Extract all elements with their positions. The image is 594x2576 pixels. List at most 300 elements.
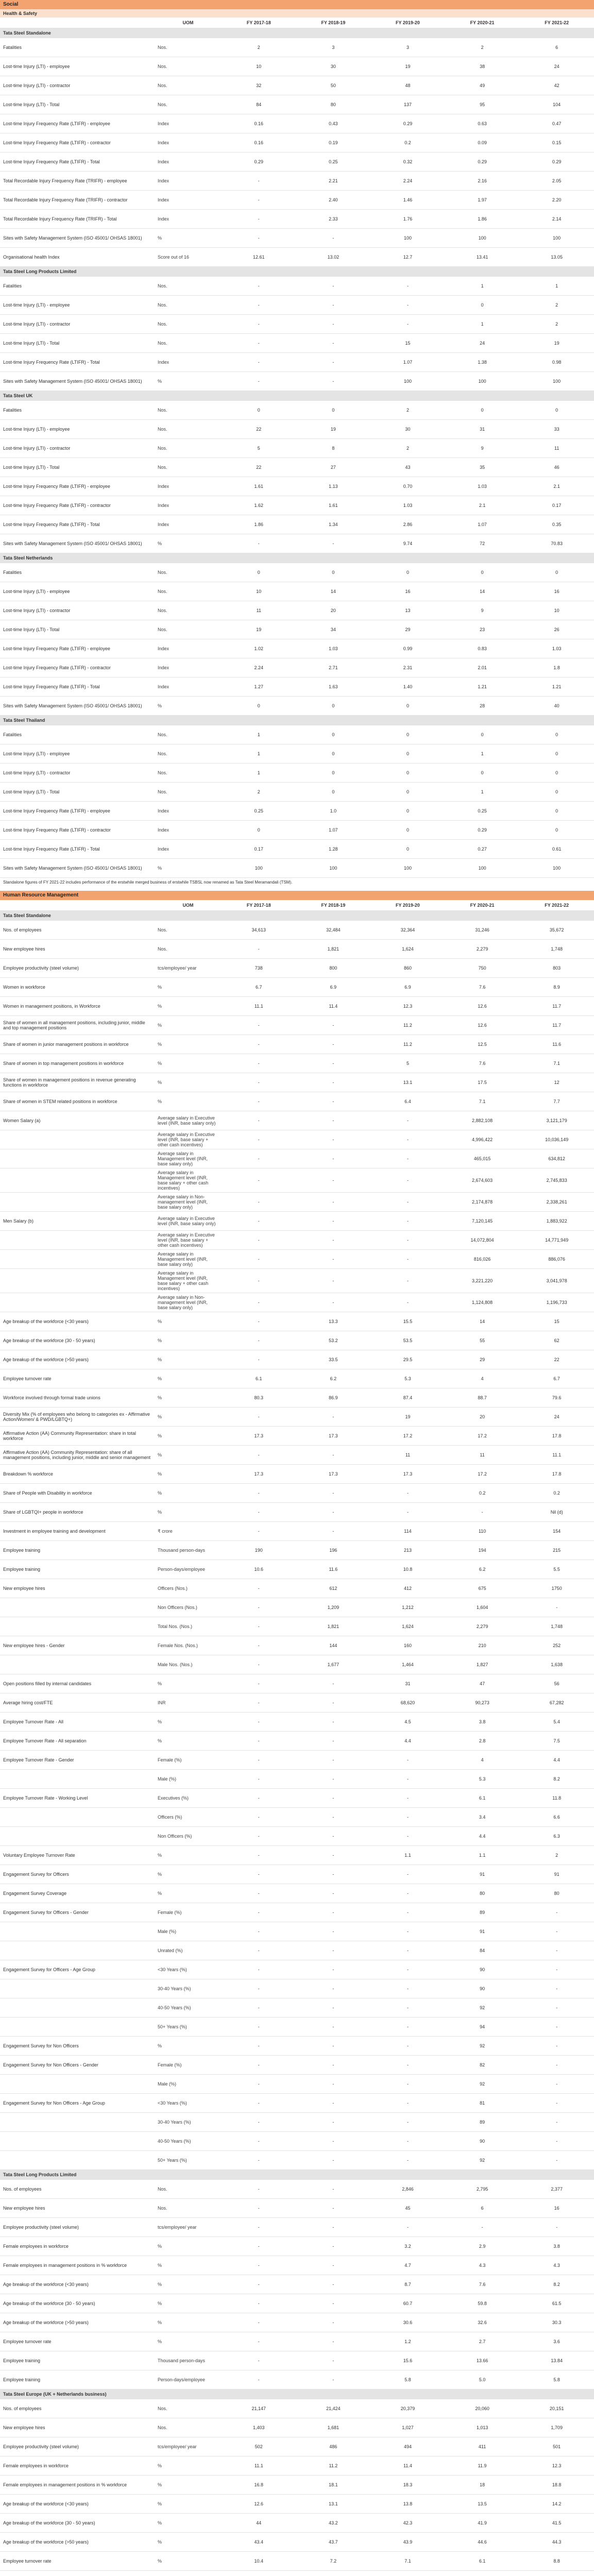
value-cell: 0.61 (519, 840, 594, 859)
metric-cell: Lost-time Injury Frequency Rate (LTIFR) - Total (0, 840, 155, 859)
metric-cell: Lost-time Injury (LTI) - contractor (0, 601, 155, 620)
table-row (0, 1655, 594, 1674)
table-row (0, 2075, 594, 2094)
value-cell: - (222, 1998, 296, 2018)
value-cell: 886,076 (519, 1250, 594, 1269)
metric-cell: Fatalities (0, 277, 155, 296)
value-cell: - (296, 1865, 371, 1884)
value-cell: - (445, 2218, 520, 2237)
unit-cell: Average salary in Management level (INR, base salary + other cash incentives) (155, 1168, 222, 1193)
value-cell: 6 (519, 38, 594, 57)
section-header (0, 28, 594, 38)
value-cell: 32 (222, 76, 296, 95)
metric-cell: Lost-time Injury Frequency Rate (LTIFR) - contractor (0, 821, 155, 840)
value-cell: - (296, 2132, 371, 2151)
metric-cell: Investment in employee training and development (0, 1522, 155, 1541)
metric-cell: Age breakup of the workforce (<30 years) (0, 2495, 155, 2514)
table-row (0, 315, 594, 334)
value-cell: - (296, 1054, 371, 1073)
value-cell: - (222, 1598, 296, 1617)
table-row (0, 1522, 594, 1541)
value-cell: 100 (519, 229, 594, 248)
table-row (0, 1484, 594, 1503)
value-cell: - (370, 277, 445, 296)
value-cell: 12.61 (222, 248, 296, 267)
table-row (0, 2037, 594, 2056)
metric-cell: Lost-time Injury (LTI) - Total (0, 620, 155, 639)
value-cell: 13.1 (296, 2495, 371, 2514)
unit-cell: % (155, 1465, 222, 1484)
value-cell: 11.6 (519, 1035, 594, 1054)
table-row (0, 38, 594, 57)
metric-cell: Female employees in workforce (0, 2456, 155, 2476)
value-cell: - (296, 2037, 371, 2056)
table-row (0, 1903, 594, 1922)
value-cell: 18.8 (519, 2476, 594, 2495)
header-unit: UOM (155, 18, 222, 28)
metric-cell: Lost-time Injury Frequency Rate (LTIFR) - contractor (0, 496, 155, 515)
metric-cell: Women in workforce (0, 978, 155, 997)
table-row (0, 764, 594, 783)
value-cell: - (370, 1998, 445, 2018)
table-row (0, 2275, 594, 2294)
value-cell: 5.3 (370, 1369, 445, 1388)
table-row (0, 1092, 594, 1111)
value-cell: 2.14 (519, 210, 594, 229)
value-cell: 17.2 (445, 1465, 520, 1484)
unit-cell: Nos. (155, 38, 222, 57)
table-row (0, 940, 594, 959)
value-cell: 9.74 (370, 534, 445, 553)
table-row (0, 1269, 594, 1293)
table-row (0, 1827, 594, 1846)
value-cell: 2.1 (445, 496, 520, 515)
value-cell: 1.97 (445, 191, 520, 210)
value-cell: 68,620 (370, 1693, 445, 1713)
value-cell: - (296, 2275, 371, 2294)
unit-cell: % (155, 697, 222, 716)
unit-cell: tcs/employee/ year (155, 2437, 222, 2456)
value-cell: 2.86 (370, 515, 445, 534)
table-row (0, 2476, 594, 2495)
value-cell: 1.86 (445, 210, 520, 229)
table-row (0, 2533, 594, 2552)
value-cell: 1,212 (370, 1598, 445, 1617)
value-cell: 70.83 (519, 534, 594, 553)
unit-cell: Male (%) (155, 1922, 222, 1941)
value-cell: 28 (445, 697, 520, 716)
value-cell: 49 (445, 76, 520, 95)
value-cell: 0.29 (222, 152, 296, 172)
value-cell: 100 (445, 372, 520, 391)
table-row (0, 277, 594, 296)
metric-cell: Lost-time Injury Frequency Rate (LTIFR) - Total (0, 515, 155, 534)
value-cell: 31 (445, 420, 520, 439)
value-cell: 60.7 (370, 2294, 445, 2313)
section-title: Tata Steel Netherlands (0, 553, 594, 563)
value-cell: 7.6 (445, 2275, 520, 2294)
value-cell: 0 (445, 296, 520, 315)
table-row (0, 2151, 594, 2170)
unit-cell: 40-50 Years (%) (155, 2132, 222, 2151)
table-row (0, 334, 594, 353)
value-cell (445, 2571, 520, 2576)
metric-cell: Employee productivity (steel volume) (0, 2437, 155, 2456)
value-cell: 1.02 (222, 639, 296, 658)
table-row (0, 1073, 594, 1092)
value-cell: - (519, 1922, 594, 1941)
metric-cell: Engagement Survey for Officers - Age Group (0, 1960, 155, 1979)
value-cell: - (519, 2056, 594, 2075)
value-cell: 6.4 (370, 1092, 445, 1111)
unit-cell: % (155, 1054, 222, 1073)
value-cell (222, 2571, 296, 2576)
value-cell: 11.2 (296, 2456, 371, 2476)
value-cell: 3.8 (519, 2237, 594, 2256)
value-cell: 190 (222, 1541, 296, 1560)
value-cell: 5.8 (370, 2370, 445, 2389)
value-cell: - (519, 1979, 594, 1998)
value-cell: 17.3 (296, 1427, 371, 1446)
unit-cell: % (155, 534, 222, 553)
value-cell: 1,681 (296, 2418, 371, 2437)
metric-cell (0, 1655, 155, 1674)
value-cell: - (296, 1111, 371, 1130)
value-cell: - (222, 1732, 296, 1751)
unit-cell: Male Nos. (Nos.) (155, 1655, 222, 1674)
value-cell: - (370, 1979, 445, 1998)
value-cell: - (222, 2256, 296, 2275)
value-cell: 1 (445, 783, 520, 802)
metric-cell: Nos. of employees (0, 921, 155, 940)
table-row (0, 191, 594, 210)
header-year: FY 2020-21 (445, 900, 520, 911)
unit-cell: % (155, 2476, 222, 2495)
value-cell: - (222, 296, 296, 315)
value-cell: 4.4 (519, 1751, 594, 1770)
section-header (0, 716, 594, 725)
table-row (0, 401, 594, 420)
value-cell: 94 (445, 2018, 520, 2037)
unit-cell: 50+ Years (%) (155, 2018, 222, 2037)
table-row (0, 1846, 594, 1865)
unit-cell: Male (%) (155, 1770, 222, 1789)
metric-cell: Affirmative Action (AA) Community Representation: share of all management positions, including junior, middle and senior management (0, 1446, 155, 1465)
unit-cell: Thousand person-days (155, 1541, 222, 1560)
value-cell: - (222, 1713, 296, 1732)
value-cell: - (370, 1960, 445, 1979)
value-cell: 5 (370, 1054, 445, 1073)
unit-cell: Nos. (155, 2199, 222, 2218)
unit-cell: % (155, 2037, 222, 2056)
value-cell: 4,996,422 (445, 1130, 520, 1149)
value-cell: - (222, 1168, 296, 1193)
value-cell: 1.07 (445, 515, 520, 534)
table-row (0, 1250, 594, 1269)
value-cell: 110 (445, 1522, 520, 1541)
unit-cell: % (155, 2256, 222, 2275)
value-cell: 7.7 (519, 1092, 594, 1111)
value-cell: - (519, 2037, 594, 2056)
metric-cell: Employee turnover rate (0, 2332, 155, 2351)
value-cell: - (519, 2075, 594, 2094)
value-cell: - (296, 1212, 371, 1231)
value-cell: - (370, 1149, 445, 1168)
table-row (0, 1693, 594, 1713)
unit-cell: % (155, 1312, 222, 1331)
value-cell: 4.3 (519, 2256, 594, 2275)
value-cell: 27 (296, 458, 371, 477)
value-cell: - (222, 1193, 296, 1212)
value-cell: 2 (222, 783, 296, 802)
value-cell: - (370, 1770, 445, 1789)
unit-cell: Thousand person-days (155, 2351, 222, 2370)
value-cell: 750 (445, 959, 520, 978)
section-title: Tata Steel Europe (UK + Netherlands business) (0, 2389, 594, 2399)
table-row (0, 2018, 594, 2037)
table-row (0, 372, 594, 391)
value-cell: 1.1 (445, 1846, 520, 1865)
value-cell: - (445, 1503, 520, 1522)
value-cell: - (296, 1168, 371, 1193)
value-cell: 196 (296, 1541, 371, 1560)
value-cell: 0.16 (222, 114, 296, 133)
value-cell: - (296, 1922, 371, 1941)
hs-table (0, 18, 594, 878)
value-cell: 20 (296, 601, 371, 620)
unit-cell: Nos. (155, 57, 222, 76)
metric-cell (0, 1130, 155, 1149)
value-cell: 12.6 (445, 1016, 520, 1035)
value-cell: 0.25 (296, 152, 371, 172)
value-cell: 17.3 (296, 1465, 371, 1484)
value-cell: 21,147 (222, 2399, 296, 2418)
metric-cell: Lost-time Injury Frequency Rate (LTIFR) - employee (0, 114, 155, 133)
metric-cell: New employee hires (0, 1579, 155, 1598)
value-cell: - (222, 2332, 296, 2351)
value-cell: - (222, 1073, 296, 1092)
value-cell: - (222, 1884, 296, 1903)
value-cell: 1.61 (222, 477, 296, 496)
value-cell: 9 (445, 601, 520, 620)
value-cell: 4.7 (370, 2256, 445, 2275)
unit-cell: % (155, 1884, 222, 1903)
value-cell: - (222, 1827, 296, 1846)
value-cell: 2,174,878 (445, 1193, 520, 1212)
value-cell: 1.03 (519, 639, 594, 658)
value-cell: 4 (445, 1751, 520, 1770)
value-cell: 0 (519, 783, 594, 802)
value-cell: - (296, 1231, 371, 1250)
metric-cell: Sites with Safety Management System (ISO 45001/ OHSAS 18001) (0, 229, 155, 248)
value-cell: 8 (296, 439, 371, 458)
value-cell: 1.21 (519, 677, 594, 697)
table-row (0, 1212, 594, 1231)
value-cell (519, 2571, 594, 2576)
value-cell: 53.2 (296, 1331, 371, 1350)
value-cell: - (296, 1408, 371, 1427)
value-cell: - (296, 2313, 371, 2332)
value-cell: 0 (519, 401, 594, 420)
table-row (0, 458, 594, 477)
table-row (0, 921, 594, 940)
table-row (0, 601, 594, 620)
unit-cell: % (155, 1484, 222, 1503)
value-cell: - (222, 1312, 296, 1331)
value-cell: 1.1 (370, 1846, 445, 1865)
value-cell: - (296, 1998, 371, 2018)
value-cell: 100 (296, 859, 371, 878)
value-cell: 0 (445, 764, 520, 783)
value-cell: - (296, 1941, 371, 1960)
value-cell: 0 (222, 563, 296, 582)
value-cell: 86.9 (296, 1388, 371, 1408)
value-cell: 501 (519, 2437, 594, 2456)
value-cell: - (370, 1808, 445, 1827)
value-cell: 61.5 (519, 2294, 594, 2313)
value-cell: 45 (370, 2199, 445, 2218)
metric-cell (0, 1598, 155, 1617)
value-cell: 5.0 (445, 2370, 520, 2389)
table-row (0, 229, 594, 248)
value-cell: 17.3 (370, 1465, 445, 1484)
value-cell: - (370, 1827, 445, 1846)
value-cell: - (519, 2218, 594, 2237)
unit-cell: Nos. (155, 2180, 222, 2199)
value-cell: 16 (519, 582, 594, 601)
unit-cell: <30 Years (%) (155, 2094, 222, 2113)
metric-cell: Share of People with Disability in workforce (0, 1484, 155, 1503)
value-cell: 82 (445, 2056, 520, 2075)
table-row (0, 1598, 594, 1617)
unit-cell: % (155, 1092, 222, 1111)
value-cell: 11.4 (296, 997, 371, 1016)
value-cell: 104 (519, 95, 594, 114)
value-cell: 11.1 (222, 997, 296, 1016)
value-cell: 2,338,261 (519, 1193, 594, 1212)
value-cell: - (296, 1693, 371, 1713)
table-row (0, 563, 594, 582)
table-row (0, 1617, 594, 1636)
value-cell: 0 (370, 802, 445, 821)
metric-cell: Employee training (0, 1560, 155, 1579)
value-cell: - (222, 315, 296, 334)
value-cell: 42 (519, 76, 594, 95)
value-cell: - (296, 1130, 371, 1149)
value-cell: 0 (222, 697, 296, 716)
value-cell: 4.4 (445, 1827, 520, 1846)
value-cell: 2.71 (296, 658, 371, 677)
value-cell: 12.3 (370, 997, 445, 1016)
table-row (0, 1751, 594, 1770)
value-cell: 11 (445, 1446, 520, 1465)
metric-cell: Total Recordable Injury Frequency Rate (TRIFR) - Total (0, 210, 155, 229)
table-row (0, 1193, 594, 1212)
unit-cell: % (155, 2514, 222, 2533)
value-cell: 3,041,978 (519, 1269, 594, 1293)
value-cell: 3,221,220 (445, 1269, 520, 1293)
value-cell: 5.4 (519, 1713, 594, 1732)
section-header (0, 267, 594, 277)
table-row (0, 821, 594, 840)
value-cell: 30 (296, 57, 371, 76)
metric-cell (0, 1168, 155, 1193)
value-cell: 1.28 (296, 840, 371, 859)
table-row (0, 2399, 594, 2418)
value-cell: 1.21 (445, 677, 520, 697)
value-cell: 0.2 (519, 1484, 594, 1503)
metric-cell: Organisational health Index (0, 248, 155, 267)
value-cell: - (296, 1149, 371, 1168)
value-cell: - (222, 1331, 296, 1350)
metric-cell: Total Recordable Injury Frequency Rate (TRIFR) - employee (0, 172, 155, 191)
unit-cell: 50+ Years (%) (155, 2151, 222, 2170)
value-cell: 24 (445, 334, 520, 353)
unit-cell: Index (155, 802, 222, 821)
value-cell: 14.2 (519, 2495, 594, 2514)
value-cell: - (296, 1293, 371, 1312)
header-year: FY 2021-22 (519, 18, 594, 28)
value-cell: - (222, 1446, 296, 1465)
value-cell: 0.27 (445, 840, 520, 859)
value-cell: 91 (519, 1865, 594, 1884)
value-cell: 634,812 (519, 1149, 594, 1168)
value-cell: 59.8 (445, 2294, 520, 2313)
unit-cell: Index (155, 133, 222, 152)
value-cell: 32,364 (370, 921, 445, 940)
value-cell: 100 (370, 859, 445, 878)
value-cell: 1.27 (222, 677, 296, 697)
value-cell: - (370, 2151, 445, 2170)
value-cell: 0 (296, 744, 371, 764)
value-cell: - (222, 1617, 296, 1636)
metric-cell: Breakdown % workforce (0, 1465, 155, 1484)
value-cell: 81 (445, 2094, 520, 2113)
value-cell: 154 (519, 1522, 594, 1541)
unit-cell: Nos. (155, 725, 222, 744)
value-cell: 1 (519, 277, 594, 296)
value-cell: - (519, 2132, 594, 2151)
value-cell: - (296, 1789, 371, 1808)
value-cell: 0 (519, 744, 594, 764)
value-cell: 100 (519, 859, 594, 878)
value-cell: 3.4 (445, 1808, 520, 1827)
value-cell: 2.05 (519, 172, 594, 191)
value-cell: 803 (519, 959, 594, 978)
metric-cell: New employee hires (0, 2418, 155, 2437)
table-row (0, 439, 594, 458)
unit-cell: tcs/employee/ year (155, 959, 222, 978)
value-cell: 0 (296, 725, 371, 744)
value-cell: 100 (370, 372, 445, 391)
unit-cell: 30-40 Years (%) (155, 1979, 222, 1998)
value-cell: 0 (519, 725, 594, 744)
value-cell: 1 (222, 725, 296, 744)
value-cell: 10.4 (222, 2552, 296, 2571)
value-cell: - (296, 2370, 371, 2389)
value-cell: - (370, 2037, 445, 2056)
value-cell: 1,624 (370, 940, 445, 959)
value-cell: 0.25 (445, 802, 520, 821)
value-cell: 7.1 (445, 1092, 520, 1111)
value-cell: 35 (445, 458, 520, 477)
value-cell: 10 (222, 57, 296, 76)
value-cell: 62 (519, 1331, 594, 1350)
value-cell: 11 (519, 439, 594, 458)
value-cell: 100 (445, 229, 520, 248)
table-row (0, 496, 594, 515)
table-row (0, 152, 594, 172)
